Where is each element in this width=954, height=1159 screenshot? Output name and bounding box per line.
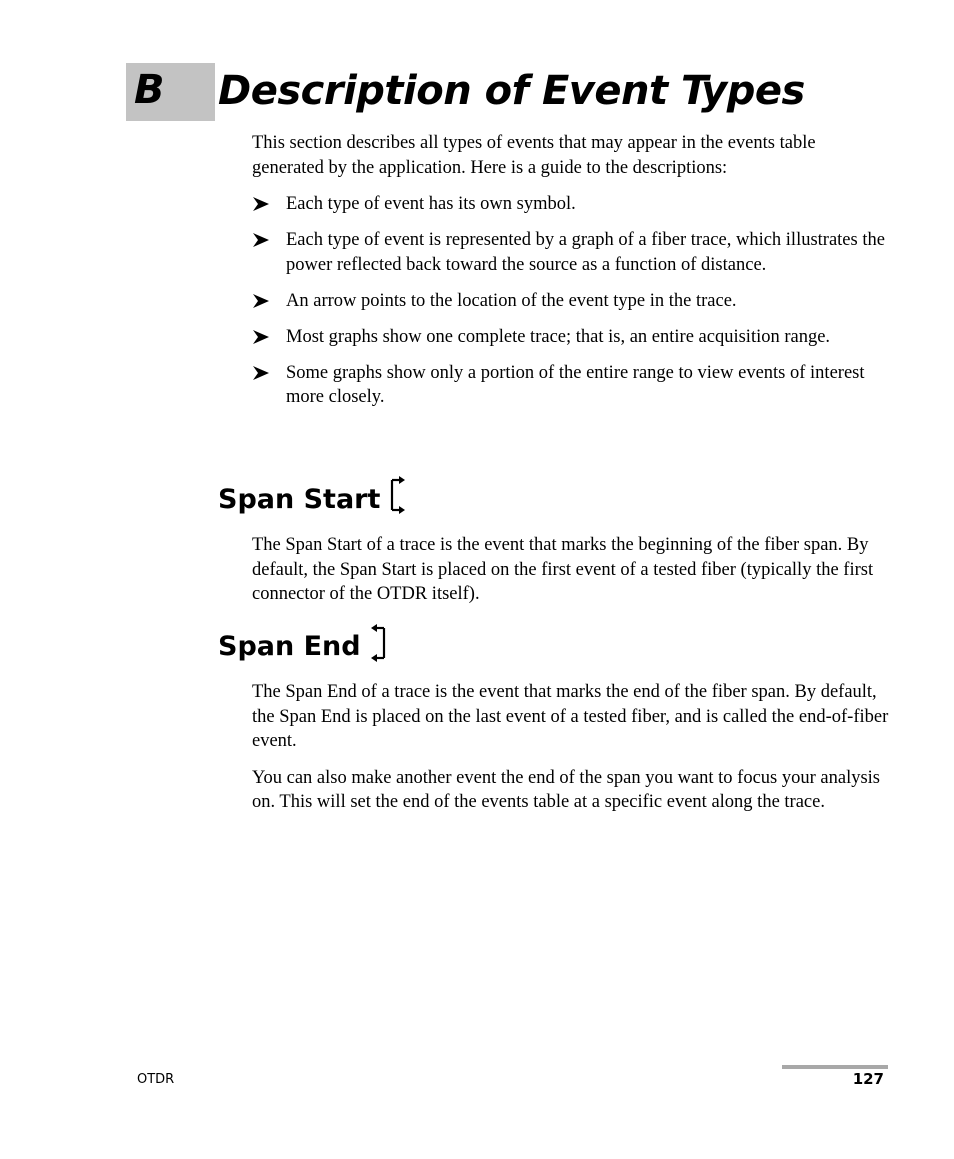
span-end-heading-text: Span End — [218, 631, 361, 662]
guide-list — [252, 192, 892, 410]
list-item — [252, 289, 892, 314]
intro-paragraph: This section describes all types of events that may appear in the events table generated by the application. Here is a guide to the descriptions: — [252, 133, 816, 178]
arrowhead-bullet-icon — [252, 196, 270, 212]
intro-block — [252, 131, 892, 421]
footer-rule — [782, 1065, 888, 1069]
span-end-heading — [218, 630, 389, 664]
list-item — [252, 228, 892, 277]
chapter-letter: B — [134, 67, 165, 113]
list-item-text: An arrow points to the location of the event type in the trace. — [286, 290, 737, 311]
list-item — [252, 192, 892, 217]
footer-product-name: OTDR — [137, 1072, 175, 1087]
list-item-text: Some graphs show only a portion of the entire range to view events of interest more closely. — [286, 362, 865, 407]
list-item-text: Most graphs show one complete trace; that is, an entire acquisition range. — [286, 326, 831, 347]
arrowhead-bullet-icon — [252, 329, 270, 345]
arrowhead-bullet-icon — [252, 293, 270, 309]
arrowhead-bullet-icon — [252, 365, 270, 381]
span-end-paragraph-1: The Span End of a trace is the event that marks the end of the fiber span. By default, the Span End is placed on the last event of a tested fiber, and is called the end-of-fiber event. — [252, 682, 889, 751]
list-item-text: Each type of event has its own symbol. — [286, 194, 576, 214]
chapter-title: Description of Event Types — [218, 68, 805, 114]
chapter-letter-box — [126, 63, 215, 121]
span-start-icon — [388, 474, 408, 516]
span-start-heading-text: Span Start — [218, 484, 381, 515]
arrowhead-bullet-icon — [252, 232, 270, 248]
list-item-text: Each type of event is represented by a graph of a fiber trace, which illustrates the power reflected back toward the source as a function of distance. — [286, 230, 885, 275]
span-start-heading — [218, 483, 408, 517]
page-number: 127 — [852, 1070, 884, 1088]
span-start-paragraph: The Span Start of a trace is the event that marks the beginning of the fiber span. By default, the Span Start is placed on the first event of a tested fiber (typically the first connector of the OTDR itself). — [252, 535, 874, 604]
span-end-icon — [369, 622, 389, 664]
span-start-body — [252, 533, 892, 619]
list-item — [252, 325, 892, 350]
span-end-paragraph-2: You can also make another event the end of the span you want to focus your analysis on. This will set the end of the events table at a specific event along the trace. — [252, 767, 880, 812]
span-end-body — [252, 680, 892, 827]
list-item — [252, 361, 892, 410]
